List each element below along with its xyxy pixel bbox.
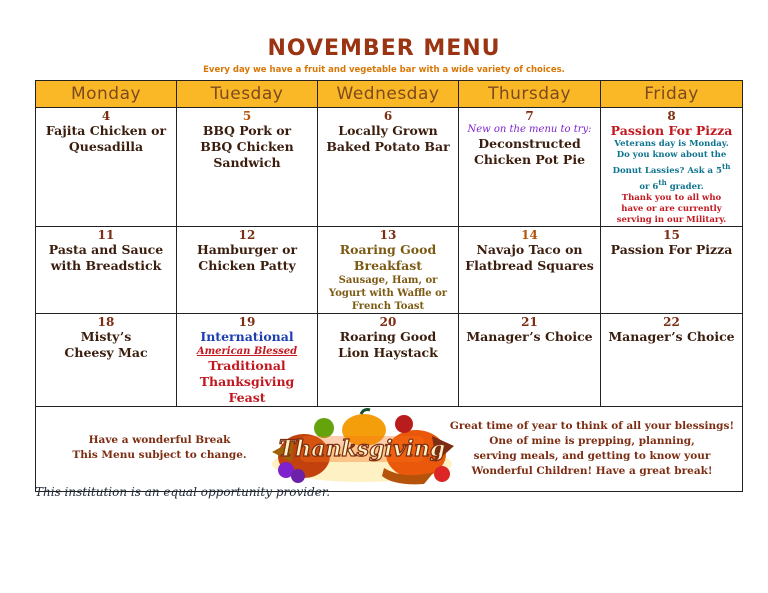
day-number: 20 <box>379 314 397 329</box>
menu-item: Traditional <box>208 357 286 373</box>
menu-item-detail: Yogurt with Waffle or <box>328 287 448 299</box>
menu-item: Feast <box>228 389 266 405</box>
footer-text: One of mine is prepping, planning, <box>489 434 695 447</box>
day-cell-12 <box>177 226 318 313</box>
new-item-note: New on the menu to try: <box>467 124 592 135</box>
menu-item: Passion For Pizza <box>610 123 733 138</box>
menu-item: Lion Haystack <box>338 344 438 360</box>
menu-item: Roaring Good <box>339 241 437 257</box>
day-number: 4 <box>101 109 111 123</box>
veterans-note <box>603 161 740 177</box>
footer-right-note <box>446 419 738 479</box>
veterans-note <box>603 177 740 193</box>
menu-item-detail: Sausage, Ham, or <box>338 274 438 286</box>
day-cell-11 <box>36 226 177 313</box>
footer-text: Great time of year to think of all your blessings! <box>449 419 735 432</box>
menu-item: Flatbread Squares <box>465 257 594 273</box>
week-row <box>36 313 743 406</box>
menu-item: Fajita Chicken or <box>45 123 167 138</box>
day-cell-19 <box>177 313 318 406</box>
day-cell-4 <box>36 108 177 227</box>
menu-item: Deconstructed <box>478 136 581 151</box>
veterans-note: Veterans day is Monday. <box>614 139 729 149</box>
footer-text: serving meals, and getting to know your <box>473 449 711 462</box>
day-number: 7 <box>525 109 534 123</box>
day-header-thursday: Thursday <box>459 81 601 108</box>
footer-text: Have a wonderful Break <box>88 433 231 446</box>
footer-text: This Menu subject to change. <box>72 448 247 461</box>
menu-item-detail: French Toast <box>351 300 425 312</box>
menu-item: Manager’s Choice <box>466 328 593 344</box>
menu-item: Passion For Pizza <box>610 241 733 257</box>
day-number: 18 <box>97 314 115 329</box>
day-number: 13 <box>379 227 397 242</box>
menu-item: with Breadstick <box>50 257 162 273</box>
menu-calendar <box>35 80 743 492</box>
day-cell-7 <box>459 108 601 227</box>
day-number: 11 <box>97 227 115 242</box>
day-cell-22 <box>601 313 743 406</box>
menu-item-tagline: American Blessed <box>196 345 298 357</box>
menu-item: Hamburger or <box>196 241 298 257</box>
menu-item: Pasta and Sauce <box>48 241 164 257</box>
military-thanks: serving in our Military. <box>616 214 727 225</box>
menu-item: Locally Grown <box>338 123 438 138</box>
day-number: 6 <box>383 109 393 123</box>
menu-item: BBQ Pork or <box>202 123 292 138</box>
day-cell-18 <box>36 313 177 406</box>
menu-item: Navajo Taco on <box>476 241 583 257</box>
military-thanks: Thank you to all who <box>621 192 722 203</box>
veterans-note-text: or 6 <box>639 181 659 192</box>
menu-item: Sandwich <box>213 155 281 170</box>
superscript: th <box>721 162 731 171</box>
menu-item: Chicken Patty <box>198 257 296 273</box>
page-title: NOVEMBER MENU <box>267 36 501 61</box>
page-subtitle: Every day we have a fruit and vegetable bar with a wide variety of choices. <box>203 65 565 75</box>
menu-item: Manager’s Choice <box>608 328 735 344</box>
menu-item: Quesadilla <box>68 139 144 154</box>
day-cell-13 <box>318 226 459 313</box>
day-cell-20 <box>318 313 459 406</box>
day-header-wednesday: Wednesday <box>318 81 459 108</box>
week-row <box>36 108 743 227</box>
veterans-note-text: grader. <box>666 181 704 192</box>
menu-item: Roaring Good <box>339 328 437 344</box>
day-number: 8 <box>667 109 676 123</box>
footer-cell <box>36 406 743 491</box>
day-cell-14 <box>459 226 601 313</box>
day-number: 14 <box>521 227 538 242</box>
day-number: 19 <box>238 314 256 329</box>
day-header-friday: Friday <box>601 81 743 108</box>
veterans-note: Do you know about the <box>616 150 727 160</box>
week-row <box>36 226 743 313</box>
day-header-row <box>36 81 743 108</box>
menu-item: Baked Potato Bar <box>326 139 450 154</box>
menu-item: Cheesy Mac <box>64 344 148 360</box>
superscript: th <box>658 177 667 187</box>
footer-text: Wonderful Children! Have a great break! <box>471 464 713 477</box>
day-header-tuesday: Tuesday <box>177 81 318 108</box>
menu-item: International <box>200 328 294 344</box>
thanksgiving-cornucopia-illustration <box>264 406 460 488</box>
day-cell-8 <box>601 108 743 227</box>
menu-item: Misty’s <box>80 328 132 344</box>
day-number: 15 <box>663 227 680 242</box>
menu-item: Breakfast <box>353 257 423 273</box>
veterans-note-text: Donut Lassies? Ask a 5 <box>612 165 722 176</box>
day-number: 12 <box>238 227 256 242</box>
footer-left-note <box>62 433 257 463</box>
day-cell-6 <box>318 108 459 227</box>
day-header-monday: Monday <box>36 81 177 108</box>
footer-row <box>36 406 743 491</box>
menu-item: Chicken Pot Pie <box>473 152 586 167</box>
menu-item: Thanksgiving <box>199 373 295 389</box>
thanksgiving-art-text: Thanksgiving <box>278 435 446 462</box>
day-number: 21 <box>521 314 538 329</box>
equal-opportunity-statement: This institution is an equal opportunity provider. <box>35 485 331 499</box>
day-number: 22 <box>663 314 680 329</box>
menu-item: BBQ Chicken <box>200 139 294 154</box>
day-cell-5 <box>177 108 318 227</box>
day-number: 5 <box>242 109 252 123</box>
military-thanks: have or are currently <box>621 203 722 214</box>
day-cell-21 <box>459 313 601 406</box>
day-cell-15 <box>601 226 743 313</box>
